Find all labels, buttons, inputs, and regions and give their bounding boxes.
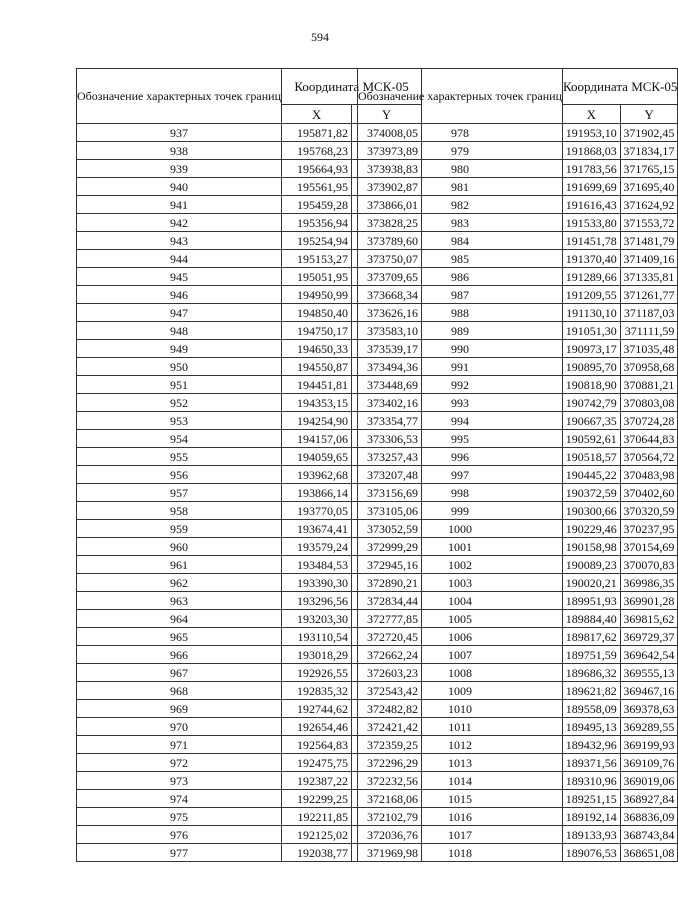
- point-number-cell: 994: [358, 412, 563, 430]
- point-number-cell: 1010: [358, 700, 563, 718]
- y-coordinate-cell: 373207,48: [352, 466, 422, 484]
- table-row: [358, 682, 678, 700]
- point-number-cell: 1009: [358, 682, 563, 700]
- y-column-header: Y: [352, 105, 422, 124]
- x-coordinate-cell: 193203,30: [282, 610, 352, 628]
- x-coordinate-cell: 191051,30: [563, 322, 621, 340]
- y-coordinate-cell: 371035,48: [620, 340, 678, 358]
- x-coordinate-cell: 192299,25: [282, 790, 352, 808]
- table-row: [358, 430, 678, 448]
- y-coordinate-cell: 371187,03: [620, 304, 678, 322]
- y-coordinate-cell: 372482,82: [352, 700, 422, 718]
- point-number-cell: 966: [77, 646, 282, 664]
- y-coordinate-cell: 370154,69: [620, 538, 678, 556]
- y-coordinate-cell: 371481,79: [620, 232, 678, 250]
- y-coordinate-cell: 371969,98: [352, 844, 422, 862]
- y-coordinate-cell: 372662,24: [352, 646, 422, 664]
- y-coordinate-cell: 370237,95: [620, 520, 678, 538]
- x-coordinate-cell: 194650,33: [282, 340, 352, 358]
- point-number-cell: 941: [77, 196, 282, 214]
- point-number-cell: 1011: [358, 718, 563, 736]
- point-number-cell: 945: [77, 268, 282, 286]
- point-number-cell: 973: [77, 772, 282, 790]
- point-number-cell: 1002: [358, 556, 563, 574]
- point-number-cell: 956: [77, 466, 282, 484]
- x-coordinate-cell: 189884,40: [563, 610, 621, 628]
- point-number-cell: 986: [358, 268, 563, 286]
- y-coordinate-cell: 369642,54: [620, 646, 678, 664]
- point-number-cell: 993: [358, 394, 563, 412]
- point-number-cell: 937: [77, 124, 282, 142]
- point-number-cell: 958: [77, 502, 282, 520]
- y-coordinate-cell: 373052,59: [352, 520, 422, 538]
- table-row: [358, 358, 678, 376]
- y-coordinate-cell: 368927,84: [620, 790, 678, 808]
- x-coordinate-cell: 190158,98: [563, 538, 621, 556]
- table-row: [358, 718, 678, 736]
- x-coordinate-cell: 193110,54: [282, 628, 352, 646]
- x-coordinate-cell: 195051,95: [282, 268, 352, 286]
- y-coordinate-cell: 373626,16: [352, 304, 422, 322]
- table-row: [358, 592, 678, 610]
- y-coordinate-cell: 372543,42: [352, 682, 422, 700]
- point-number-cell: 981: [358, 178, 563, 196]
- point-number-cell: 1012: [358, 736, 563, 754]
- table-row: [358, 700, 678, 718]
- y-coordinate-cell: 373973,89: [352, 142, 422, 160]
- x-coordinate-cell: 190445,22: [563, 466, 621, 484]
- point-number-cell: 992: [358, 376, 563, 394]
- y-coordinate-cell: 369815,62: [620, 610, 678, 628]
- x-coordinate-cell: 191699,69: [563, 178, 621, 196]
- x-coordinate-cell: 189432,96: [563, 736, 621, 754]
- point-number-cell: 999: [358, 502, 563, 520]
- x-coordinate-cell: 194059,65: [282, 448, 352, 466]
- y-coordinate-cell: 373828,25: [352, 214, 422, 232]
- x-coordinate-cell: 195459,28: [282, 196, 352, 214]
- point-number-cell: 979: [358, 142, 563, 160]
- point-number-cell: 1006: [358, 628, 563, 646]
- table-row: [358, 754, 678, 772]
- x-coordinate-cell: 190592,61: [563, 430, 621, 448]
- table-row: [358, 484, 678, 502]
- y-coordinate-cell: 370564,72: [620, 448, 678, 466]
- table-row: [358, 808, 678, 826]
- y-coordinate-cell: 373402,16: [352, 394, 422, 412]
- y-coordinate-cell: 371335,81: [620, 268, 678, 286]
- x-coordinate-cell: 193962,68: [282, 466, 352, 484]
- point-number-cell: 977: [77, 844, 282, 862]
- x-coordinate-cell: 189951,93: [563, 592, 621, 610]
- point-number-cell: 991: [358, 358, 563, 376]
- x-coordinate-cell: 194950,99: [282, 286, 352, 304]
- y-coordinate-cell: 371409,16: [620, 250, 678, 268]
- table-row: [358, 466, 678, 484]
- y-coordinate-cell: 372603,23: [352, 664, 422, 682]
- x-coordinate-cell: 189076,53: [563, 844, 621, 862]
- y-coordinate-cell: 369378,63: [620, 700, 678, 718]
- point-number-cell: 1016: [358, 808, 563, 826]
- point-number-cell: 996: [358, 448, 563, 466]
- y-coordinate-cell: 373750,07: [352, 250, 422, 268]
- x-coordinate-cell: 191953,10: [563, 124, 621, 142]
- x-coordinate-cell: 191289,66: [563, 268, 621, 286]
- coordinate-system-header: Координата МСК-05: [282, 69, 422, 105]
- y-coordinate-cell: 369019,06: [620, 772, 678, 790]
- y-coordinate-cell: 369555,13: [620, 664, 678, 682]
- table-row: [358, 124, 678, 142]
- x-coordinate-cell: 193674,41: [282, 520, 352, 538]
- point-number-cell: 980: [358, 160, 563, 178]
- y-coordinate-cell: 373709,65: [352, 268, 422, 286]
- x-coordinate-cell: 195561,95: [282, 178, 352, 196]
- x-coordinate-cell: 190667,35: [563, 412, 621, 430]
- y-coordinate-cell: 373156,69: [352, 484, 422, 502]
- y-coordinate-cell: 373583,10: [352, 322, 422, 340]
- y-coordinate-cell: 369986,35: [620, 574, 678, 592]
- y-coordinate-cell: 373354,77: [352, 412, 422, 430]
- point-number-cell: 984: [358, 232, 563, 250]
- table-row: [358, 214, 678, 232]
- table-row: [358, 412, 678, 430]
- table-row: [358, 556, 678, 574]
- y-coordinate-cell: 373539,17: [352, 340, 422, 358]
- x-coordinate-cell: 192038,77: [282, 844, 352, 862]
- x-coordinate-cell: 192744,62: [282, 700, 352, 718]
- x-coordinate-cell: 189817,62: [563, 628, 621, 646]
- x-coordinate-cell: 189310,96: [563, 772, 621, 790]
- x-coordinate-cell: 195254,94: [282, 232, 352, 250]
- table-row: [358, 826, 678, 844]
- table-row: [358, 448, 678, 466]
- point-number-cell: 1004: [358, 592, 563, 610]
- point-number-cell: 1003: [358, 574, 563, 592]
- point-number-cell: 962: [77, 574, 282, 592]
- x-coordinate-cell: 194254,90: [282, 412, 352, 430]
- y-coordinate-cell: 372036,76: [352, 826, 422, 844]
- y-coordinate-cell: 373668,34: [352, 286, 422, 304]
- x-coordinate-cell: 191209,55: [563, 286, 621, 304]
- x-coordinate-cell: 193770,05: [282, 502, 352, 520]
- table-row: [358, 664, 678, 682]
- point-number-cell: 952: [77, 394, 282, 412]
- point-number-cell: 944: [77, 250, 282, 268]
- x-coordinate-cell: 193484,53: [282, 556, 352, 574]
- table-row: [358, 142, 678, 160]
- point-number-cell: 960: [77, 538, 282, 556]
- x-coordinate-cell: 189495,13: [563, 718, 621, 736]
- point-designation-header: Обозначение характерных точек границ: [77, 69, 282, 124]
- table-row: [358, 538, 678, 556]
- point-number-cell: 1001: [358, 538, 563, 556]
- x-column-header: X: [563, 105, 621, 124]
- y-coordinate-cell: 371553,72: [620, 214, 678, 232]
- x-coordinate-cell: 193866,14: [282, 484, 352, 502]
- y-coordinate-cell: 371834,17: [620, 142, 678, 160]
- point-number-cell: 957: [77, 484, 282, 502]
- x-coordinate-cell: 190229,46: [563, 520, 621, 538]
- point-number-cell: 964: [77, 610, 282, 628]
- point-number-cell: 953: [77, 412, 282, 430]
- y-coordinate-cell: 369467,16: [620, 682, 678, 700]
- x-coordinate-cell: 190742,79: [563, 394, 621, 412]
- y-coordinate-cell: 369901,28: [620, 592, 678, 610]
- point-number-cell: 954: [77, 430, 282, 448]
- point-number-cell: 951: [77, 376, 282, 394]
- coordinate-system-header: Координата МСК-05: [563, 69, 678, 105]
- x-coordinate-cell: 190895,70: [563, 358, 621, 376]
- point-designation-header: Обозначение характерных точек границ: [358, 69, 563, 124]
- y-coordinate-cell: 370320,59: [620, 502, 678, 520]
- point-number-cell: 1005: [358, 610, 563, 628]
- point-number-cell: 948: [77, 322, 282, 340]
- y-coordinate-cell: 374008,05: [352, 124, 422, 142]
- y-coordinate-cell: 372102,79: [352, 808, 422, 826]
- y-coordinate-cell: 372999,29: [352, 538, 422, 556]
- y-coordinate-cell: 370958,68: [620, 358, 678, 376]
- y-column-header: Y: [620, 105, 678, 124]
- y-coordinate-cell: 370724,28: [620, 412, 678, 430]
- y-coordinate-cell: 370070,83: [620, 556, 678, 574]
- table-row: [358, 178, 678, 196]
- y-coordinate-cell: 373789,60: [352, 232, 422, 250]
- point-number-cell: 975: [77, 808, 282, 826]
- point-number-cell: 997: [358, 466, 563, 484]
- point-number-cell: 1014: [358, 772, 563, 790]
- y-coordinate-cell: 370644,83: [620, 430, 678, 448]
- x-coordinate-cell: 192926,55: [282, 664, 352, 682]
- point-number-cell: 959: [77, 520, 282, 538]
- point-number-cell: 976: [77, 826, 282, 844]
- x-coordinate-cell: 192387,22: [282, 772, 352, 790]
- point-number-cell: 967: [77, 664, 282, 682]
- table-row: [358, 790, 678, 808]
- y-coordinate-cell: 372720,45: [352, 628, 422, 646]
- x-coordinate-cell: 190818,90: [563, 376, 621, 394]
- point-number-cell: 974: [77, 790, 282, 808]
- x-coordinate-cell: 194850,40: [282, 304, 352, 322]
- y-coordinate-cell: 373257,43: [352, 448, 422, 466]
- x-coordinate-cell: 193018,29: [282, 646, 352, 664]
- table-row: [358, 502, 678, 520]
- y-coordinate-cell: 372890,21: [352, 574, 422, 592]
- page-number: 594: [311, 30, 329, 44]
- y-coordinate-cell: 370402,60: [620, 484, 678, 502]
- x-coordinate-cell: 191130,10: [563, 304, 621, 322]
- table-row: [358, 304, 678, 322]
- x-coordinate-cell: 190089,23: [563, 556, 621, 574]
- x-coordinate-cell: 194550,87: [282, 358, 352, 376]
- point-number-cell: 970: [77, 718, 282, 736]
- x-coordinate-cell: 193390,30: [282, 574, 352, 592]
- x-coordinate-cell: 192564,83: [282, 736, 352, 754]
- table-row: [358, 322, 678, 340]
- x-coordinate-cell: 190300,66: [563, 502, 621, 520]
- y-coordinate-cell: 372834,44: [352, 592, 422, 610]
- point-number-cell: 947: [77, 304, 282, 322]
- y-coordinate-cell: 373938,83: [352, 160, 422, 178]
- y-coordinate-cell: 373902,87: [352, 178, 422, 196]
- point-number-cell: 1018: [358, 844, 563, 862]
- x-coordinate-cell: 189371,56: [563, 754, 621, 772]
- point-number-cell: 968: [77, 682, 282, 700]
- y-coordinate-cell: 371261,77: [620, 286, 678, 304]
- y-coordinate-cell: 369109,76: [620, 754, 678, 772]
- y-coordinate-cell: 369289,55: [620, 718, 678, 736]
- x-coordinate-cell: 191451,78: [563, 232, 621, 250]
- y-coordinate-cell: 371765,15: [620, 160, 678, 178]
- table-row: [358, 574, 678, 592]
- x-coordinate-cell: 189686,32: [563, 664, 621, 682]
- table-row: [358, 646, 678, 664]
- x-coordinate-cell: 195664,93: [282, 160, 352, 178]
- point-number-cell: 1017: [358, 826, 563, 844]
- x-coordinate-cell: 194157,06: [282, 430, 352, 448]
- table-row: [358, 844, 678, 862]
- point-number-cell: 971: [77, 736, 282, 754]
- table-row: [358, 772, 678, 790]
- point-number-cell: 988: [358, 304, 563, 322]
- y-coordinate-cell: 368743,84: [620, 826, 678, 844]
- x-coordinate-cell: 190372,59: [563, 484, 621, 502]
- point-number-cell: 965: [77, 628, 282, 646]
- y-coordinate-cell: 371695,40: [620, 178, 678, 196]
- x-coordinate-cell: 194750,17: [282, 322, 352, 340]
- point-number-cell: 961: [77, 556, 282, 574]
- y-coordinate-cell: 373448,69: [352, 376, 422, 394]
- point-number-cell: 940: [77, 178, 282, 196]
- table-row: [358, 376, 678, 394]
- x-coordinate-cell: 194451,81: [282, 376, 352, 394]
- x-coordinate-cell: 189621,82: [563, 682, 621, 700]
- y-coordinate-cell: 373105,06: [352, 502, 422, 520]
- y-coordinate-cell: 369729,37: [620, 628, 678, 646]
- x-coordinate-cell: 192654,46: [282, 718, 352, 736]
- x-coordinate-cell: 191616,43: [563, 196, 621, 214]
- point-number-cell: 938: [77, 142, 282, 160]
- point-number-cell: 995: [358, 430, 563, 448]
- x-coordinate-cell: 189751,59: [563, 646, 621, 664]
- table-row: [358, 196, 678, 214]
- point-number-cell: 950: [77, 358, 282, 376]
- x-coordinate-cell: 192835,32: [282, 682, 352, 700]
- x-coordinate-cell: 190518,57: [563, 448, 621, 466]
- point-number-cell: 978: [358, 124, 563, 142]
- x-coordinate-cell: 193296,56: [282, 592, 352, 610]
- table-row: [358, 232, 678, 250]
- x-coordinate-cell: 189133,93: [563, 826, 621, 844]
- y-coordinate-cell: 370483,98: [620, 466, 678, 484]
- point-number-cell: 943: [77, 232, 282, 250]
- table-row: [358, 628, 678, 646]
- point-number-cell: 949: [77, 340, 282, 358]
- x-coordinate-cell: 195871,82: [282, 124, 352, 142]
- x-coordinate-cell: 190973,17: [563, 340, 621, 358]
- point-number-cell: 1000: [358, 520, 563, 538]
- x-coordinate-cell: 192125,02: [282, 826, 352, 844]
- point-number-cell: 972: [77, 754, 282, 772]
- x-coordinate-cell: 195768,23: [282, 142, 352, 160]
- x-coordinate-cell: 191783,56: [563, 160, 621, 178]
- y-coordinate-cell: 373494,36: [352, 358, 422, 376]
- point-number-cell: 987: [358, 286, 563, 304]
- point-number-cell: 969: [77, 700, 282, 718]
- coordinates-table-right: [357, 68, 678, 862]
- y-coordinate-cell: 371624,92: [620, 196, 678, 214]
- x-coordinate-cell: 189192,14: [563, 808, 621, 826]
- point-number-cell: 946: [77, 286, 282, 304]
- x-coordinate-cell: 191533,80: [563, 214, 621, 232]
- point-number-cell: 998: [358, 484, 563, 502]
- x-coordinate-cell: 192475,75: [282, 754, 352, 772]
- point-number-cell: 982: [358, 196, 563, 214]
- point-number-cell: 963: [77, 592, 282, 610]
- point-number-cell: 1015: [358, 790, 563, 808]
- point-number-cell: 1013: [358, 754, 563, 772]
- table-row: [358, 160, 678, 178]
- table-row: [358, 340, 678, 358]
- table-row: [358, 250, 678, 268]
- x-coordinate-cell: 195153,27: [282, 250, 352, 268]
- table-row: [358, 286, 678, 304]
- x-coordinate-cell: 195356,94: [282, 214, 352, 232]
- x-coordinate-cell: 191868,03: [563, 142, 621, 160]
- x-coordinate-cell: 191370,40: [563, 250, 621, 268]
- y-coordinate-cell: 372359,25: [352, 736, 422, 754]
- point-number-cell: 955: [77, 448, 282, 466]
- table-row: [358, 610, 678, 628]
- y-coordinate-cell: 369199,93: [620, 736, 678, 754]
- y-coordinate-cell: 371111,59: [620, 322, 678, 340]
- x-coordinate-cell: 190020,21: [563, 574, 621, 592]
- x-column-header: X: [282, 105, 352, 124]
- y-coordinate-cell: 372421,42: [352, 718, 422, 736]
- point-number-cell: 939: [77, 160, 282, 178]
- y-coordinate-cell: 368651,08: [620, 844, 678, 862]
- x-coordinate-cell: 189251,15: [563, 790, 621, 808]
- y-coordinate-cell: 371902,45: [620, 124, 678, 142]
- point-number-cell: 1007: [358, 646, 563, 664]
- point-number-cell: 990: [358, 340, 563, 358]
- y-coordinate-cell: 368836,09: [620, 808, 678, 826]
- point-number-cell: 985: [358, 250, 563, 268]
- y-coordinate-cell: 373306,53: [352, 430, 422, 448]
- y-coordinate-cell: 372777,85: [352, 610, 422, 628]
- y-coordinate-cell: 370803,08: [620, 394, 678, 412]
- y-coordinate-cell: 372232,56: [352, 772, 422, 790]
- x-coordinate-cell: 189558,09: [563, 700, 621, 718]
- y-coordinate-cell: 373866,01: [352, 196, 422, 214]
- table-row: [358, 268, 678, 286]
- x-coordinate-cell: 194353,15: [282, 394, 352, 412]
- point-number-cell: 1008: [358, 664, 563, 682]
- point-number-cell: 983: [358, 214, 563, 232]
- x-coordinate-cell: 192211,85: [282, 808, 352, 826]
- x-coordinate-cell: 193579,24: [282, 538, 352, 556]
- table-row: [358, 736, 678, 754]
- point-number-cell: 942: [77, 214, 282, 232]
- table-row: [358, 520, 678, 538]
- y-coordinate-cell: 372945,16: [352, 556, 422, 574]
- table-row: [358, 394, 678, 412]
- point-number-cell: 989: [358, 322, 563, 340]
- y-coordinate-cell: 370881,21: [620, 376, 678, 394]
- y-coordinate-cell: 372296,29: [352, 754, 422, 772]
- y-coordinate-cell: 372168,06: [352, 790, 422, 808]
